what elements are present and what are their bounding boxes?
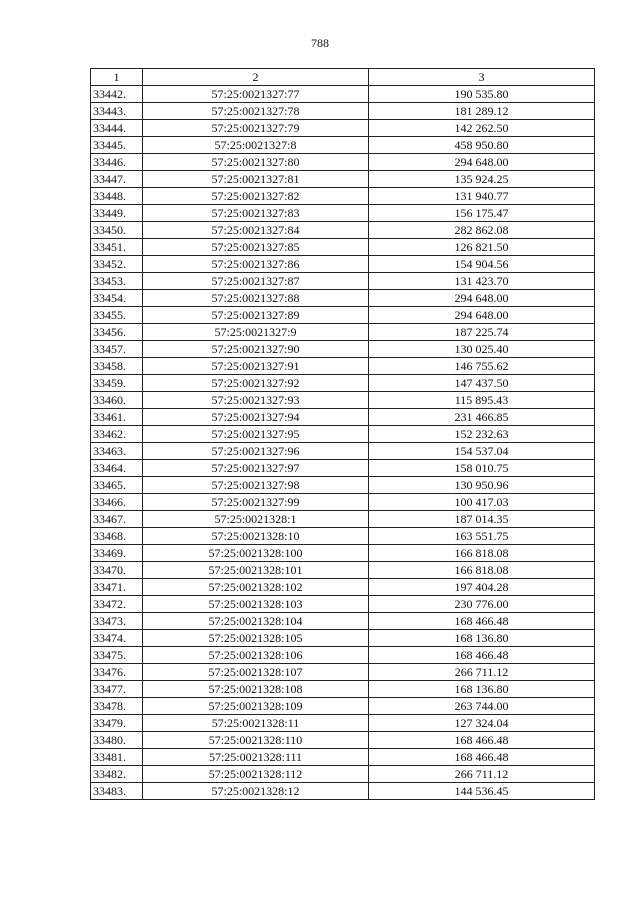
table-row bbox=[91, 562, 595, 579]
table-row bbox=[91, 307, 595, 324]
row-number-cell: 33451. bbox=[91, 239, 143, 256]
cadastral-number-cell: 57:25:0021328:101 bbox=[143, 562, 369, 579]
row-number-cell: 33468. bbox=[91, 528, 143, 545]
row-number-cell: 33476. bbox=[91, 664, 143, 681]
row-number-cell: 33472. bbox=[91, 596, 143, 613]
table-row bbox=[91, 341, 595, 358]
row-number-cell: 33481. bbox=[91, 749, 143, 766]
cadastral-number-cell: 57:25:0021328:110 bbox=[143, 732, 369, 749]
cadastral-number-cell: 57:25:0021327:97 bbox=[143, 460, 369, 477]
row-number-cell: 33450. bbox=[91, 222, 143, 239]
row-number-cell: 33456. bbox=[91, 324, 143, 341]
cadastral-number-cell: 57:25:0021328:105 bbox=[143, 630, 369, 647]
cadastral-value-cell: 168 466.48 bbox=[369, 749, 595, 766]
page-number: 788 bbox=[311, 36, 329, 50]
table-row bbox=[91, 715, 595, 732]
table-row bbox=[91, 188, 595, 205]
cadastral-value-cell: 294 648.00 bbox=[369, 290, 595, 307]
cadastral-value-cell: 144 536.45 bbox=[369, 783, 595, 800]
row-number-cell: 33473. bbox=[91, 613, 143, 630]
cadastral-number-cell: 57:25:0021327:94 bbox=[143, 409, 369, 426]
row-number-cell: 33445. bbox=[91, 137, 143, 154]
cadastral-value-cell: 197 404.28 bbox=[369, 579, 595, 596]
cadastral-number-cell: 57:25:0021328:104 bbox=[143, 613, 369, 630]
table-body bbox=[91, 86, 595, 800]
table-row bbox=[91, 375, 595, 392]
row-number-cell: 33448. bbox=[91, 188, 143, 205]
cadastral-number-cell: 57:25:0021327:83 bbox=[143, 205, 369, 222]
table-row bbox=[91, 596, 595, 613]
cadastral-number-cell: 57:25:0021327:77 bbox=[143, 86, 369, 103]
cadastral-number-cell: 57:25:0021327:90 bbox=[143, 341, 369, 358]
row-number-cell: 33469. bbox=[91, 545, 143, 562]
row-number-cell: 33458. bbox=[91, 358, 143, 375]
cadastral-number-cell: 57:25:0021327:79 bbox=[143, 120, 369, 137]
table-row bbox=[91, 681, 595, 698]
cadastral-value-cell: 187 014.35 bbox=[369, 511, 595, 528]
table-row bbox=[91, 86, 595, 103]
table-row bbox=[91, 494, 595, 511]
table-row bbox=[91, 460, 595, 477]
row-number-cell: 33460. bbox=[91, 392, 143, 409]
cadastral-value-cell: 154 904.56 bbox=[369, 256, 595, 273]
row-number-cell: 33464. bbox=[91, 460, 143, 477]
row-number-cell: 33482. bbox=[91, 766, 143, 783]
cadastral-value-cell: 187 225.74 bbox=[369, 324, 595, 341]
table-row bbox=[91, 222, 595, 239]
cadastral-number-cell: 57:25:0021327:92 bbox=[143, 375, 369, 392]
cadastral-value-cell: 294 648.00 bbox=[369, 307, 595, 324]
table-header-row bbox=[91, 69, 595, 86]
row-number-cell: 33483. bbox=[91, 783, 143, 800]
row-number-cell: 33467. bbox=[91, 511, 143, 528]
table-row bbox=[91, 579, 595, 596]
row-number-cell: 33454. bbox=[91, 290, 143, 307]
table-row bbox=[91, 103, 595, 120]
cadastral-value-cell: 163 551.75 bbox=[369, 528, 595, 545]
cadastral-number-cell: 57:25:0021327:8 bbox=[143, 137, 369, 154]
table-row bbox=[91, 528, 595, 545]
row-number-cell: 33474. bbox=[91, 630, 143, 647]
cadastral-value-cell: 131 423.70 bbox=[369, 273, 595, 290]
table-row bbox=[91, 392, 595, 409]
row-number-cell: 33477. bbox=[91, 681, 143, 698]
cadastral-value-cell: 263 744.00 bbox=[369, 698, 595, 715]
row-number-cell: 33452. bbox=[91, 256, 143, 273]
table-row bbox=[91, 630, 595, 647]
cadastral-number-cell: 57:25:0021328:106 bbox=[143, 647, 369, 664]
cadastral-value-cell: 100 417.03 bbox=[369, 494, 595, 511]
cadastral-value-cell: 168 466.48 bbox=[369, 647, 595, 664]
cadastral-number-cell: 57:25:0021328:1 bbox=[143, 511, 369, 528]
cadastral-value-cell: 458 950.80 bbox=[369, 137, 595, 154]
row-number-cell: 33471. bbox=[91, 579, 143, 596]
cadastral-number-cell: 57:25:0021327:81 bbox=[143, 171, 369, 188]
cadastral-value-table bbox=[90, 68, 595, 800]
cadastral-number-cell: 57:25:0021327:93 bbox=[143, 392, 369, 409]
cadastral-value-cell: 154 537.04 bbox=[369, 443, 595, 460]
row-number-cell: 33478. bbox=[91, 698, 143, 715]
cadastral-value-cell: 282 862.08 bbox=[369, 222, 595, 239]
cadastral-value-cell: 168 466.48 bbox=[369, 613, 595, 630]
table-row bbox=[91, 664, 595, 681]
table-row bbox=[91, 154, 595, 171]
cadastral-number-cell: 57:25:0021327:89 bbox=[143, 307, 369, 324]
row-number-cell: 33465. bbox=[91, 477, 143, 494]
table-row bbox=[91, 290, 595, 307]
table-row bbox=[91, 477, 595, 494]
row-number-cell: 33461. bbox=[91, 409, 143, 426]
cadastral-value-cell: 142 262.50 bbox=[369, 120, 595, 137]
row-number-cell: 33442. bbox=[91, 86, 143, 103]
cadastral-value-cell: 294 648.00 bbox=[369, 154, 595, 171]
table-row bbox=[91, 613, 595, 630]
cadastral-number-cell: 57:25:0021327:78 bbox=[143, 103, 369, 120]
cadastral-value-cell: 152 232.63 bbox=[369, 426, 595, 443]
cadastral-number-cell: 57:25:0021327:9 bbox=[143, 324, 369, 341]
row-number-cell: 33480. bbox=[91, 732, 143, 749]
cadastral-value-cell: 146 755.62 bbox=[369, 358, 595, 375]
cadastral-value-cell: 266 711.12 bbox=[369, 664, 595, 681]
table-row bbox=[91, 545, 595, 562]
cadastral-number-cell: 57:25:0021328:100 bbox=[143, 545, 369, 562]
cadastral-value-cell: 190 535.80 bbox=[369, 86, 595, 103]
cadastral-number-cell: 57:25:0021328:103 bbox=[143, 596, 369, 613]
cadastral-value-cell: 168 136.80 bbox=[369, 630, 595, 647]
row-number-cell: 33462. bbox=[91, 426, 143, 443]
cadastral-number-cell: 57:25:0021328:109 bbox=[143, 698, 369, 715]
cadastral-value-cell: 168 136.80 bbox=[369, 681, 595, 698]
cadastral-value-cell: 166 818.08 bbox=[369, 545, 595, 562]
cadastral-number-cell: 57:25:0021327:80 bbox=[143, 154, 369, 171]
cadastral-number-cell: 57:25:0021327:98 bbox=[143, 477, 369, 494]
cadastral-value-cell: 230 776.00 bbox=[369, 596, 595, 613]
cadastral-value-cell: 147 437.50 bbox=[369, 375, 595, 392]
cadastral-number-cell: 57:25:0021327:87 bbox=[143, 273, 369, 290]
cadastral-number-cell: 57:25:0021327:82 bbox=[143, 188, 369, 205]
row-number-cell: 33475. bbox=[91, 647, 143, 664]
cadastral-value-cell: 266 711.12 bbox=[369, 766, 595, 783]
row-number-cell: 33479. bbox=[91, 715, 143, 732]
table-row bbox=[91, 358, 595, 375]
cadastral-number-cell: 57:25:0021328:11 bbox=[143, 715, 369, 732]
table-row bbox=[91, 137, 595, 154]
table-row bbox=[91, 766, 595, 783]
cadastral-number-cell: 57:25:0021327:95 bbox=[143, 426, 369, 443]
row-number-cell: 33443. bbox=[91, 103, 143, 120]
cadastral-number-cell: 57:25:0021327:99 bbox=[143, 494, 369, 511]
row-number-cell: 33457. bbox=[91, 341, 143, 358]
column-header-1: 1 bbox=[91, 69, 143, 86]
table-row bbox=[91, 239, 595, 256]
table-row bbox=[91, 732, 595, 749]
cadastral-value-cell: 126 821.50 bbox=[369, 239, 595, 256]
cadastral-value-cell: 158 010.75 bbox=[369, 460, 595, 477]
table-row bbox=[91, 324, 595, 341]
row-number-cell: 33459. bbox=[91, 375, 143, 392]
cadastral-value-cell: 127 324.04 bbox=[369, 715, 595, 732]
cadastral-value-cell: 166 818.08 bbox=[369, 562, 595, 579]
cadastral-number-cell: 57:25:0021327:84 bbox=[143, 222, 369, 239]
cadastral-number-cell: 57:25:0021328:12 bbox=[143, 783, 369, 800]
table-row bbox=[91, 783, 595, 800]
cadastral-value-cell: 115 895.43 bbox=[369, 392, 595, 409]
cadastral-value-cell: 131 940.77 bbox=[369, 188, 595, 205]
row-number-cell: 33455. bbox=[91, 307, 143, 324]
cadastral-value-cell: 181 289.12 bbox=[369, 103, 595, 120]
table-row bbox=[91, 273, 595, 290]
table-row bbox=[91, 205, 595, 222]
table-row bbox=[91, 511, 595, 528]
row-number-cell: 33444. bbox=[91, 120, 143, 137]
cadastral-value-cell: 168 466.48 bbox=[369, 732, 595, 749]
row-number-cell: 33463. bbox=[91, 443, 143, 460]
cadastral-value-cell: 130 950.96 bbox=[369, 477, 595, 494]
cadastral-number-cell: 57:25:0021327:96 bbox=[143, 443, 369, 460]
cadastral-value-cell: 135 924.25 bbox=[369, 171, 595, 188]
cadastral-value-cell: 231 466.85 bbox=[369, 409, 595, 426]
cadastral-number-cell: 57:25:0021328:112 bbox=[143, 766, 369, 783]
cadastral-number-cell: 57:25:0021327:86 bbox=[143, 256, 369, 273]
cadastral-number-cell: 57:25:0021328:102 bbox=[143, 579, 369, 596]
row-number-cell: 33470. bbox=[91, 562, 143, 579]
row-number-cell: 33447. bbox=[91, 171, 143, 188]
table-row bbox=[91, 647, 595, 664]
cadastral-number-cell: 57:25:0021328:10 bbox=[143, 528, 369, 545]
cadastral-value-cell: 156 175.47 bbox=[369, 205, 595, 222]
table-row bbox=[91, 256, 595, 273]
table-row bbox=[91, 409, 595, 426]
cadastral-number-cell: 57:25:0021327:88 bbox=[143, 290, 369, 307]
table-row bbox=[91, 120, 595, 137]
table-row bbox=[91, 698, 595, 715]
column-header-3: 3 bbox=[369, 69, 595, 86]
cadastral-number-cell: 57:25:0021328:107 bbox=[143, 664, 369, 681]
table-row bbox=[91, 443, 595, 460]
cadastral-number-cell: 57:25:0021327:85 bbox=[143, 239, 369, 256]
row-number-cell: 33446. bbox=[91, 154, 143, 171]
row-number-cell: 33466. bbox=[91, 494, 143, 511]
row-number-cell: 33449. bbox=[91, 205, 143, 222]
cadastral-value-cell: 130 025.40 bbox=[369, 341, 595, 358]
row-number-cell: 33453. bbox=[91, 273, 143, 290]
cadastral-number-cell: 57:25:0021327:91 bbox=[143, 358, 369, 375]
column-header-2: 2 bbox=[143, 69, 369, 86]
table-row bbox=[91, 749, 595, 766]
cadastral-number-cell: 57:25:0021328:108 bbox=[143, 681, 369, 698]
table-row bbox=[91, 171, 595, 188]
table-row bbox=[91, 426, 595, 443]
cadastral-number-cell: 57:25:0021328:111 bbox=[143, 749, 369, 766]
